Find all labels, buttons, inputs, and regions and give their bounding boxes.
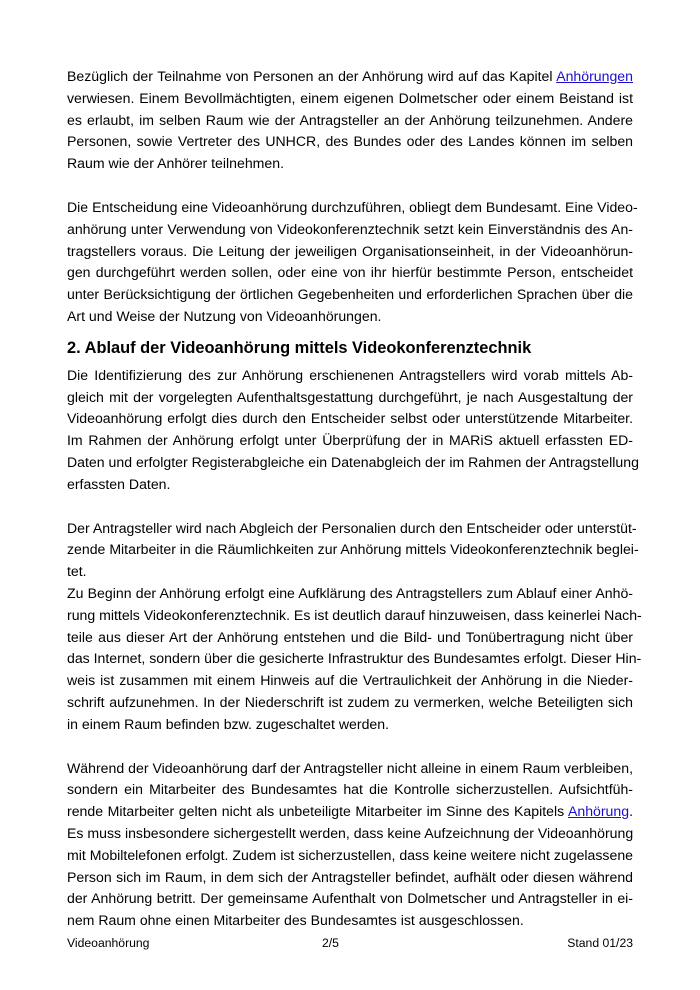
paragraph-gap — [67, 736, 633, 758]
text-line: gleich mit der vorgelegten Aufenthaltsgestattung durchgeführt, je nach Ausgestaltung der — [67, 388, 633, 405]
text-line: rung mittels Videokonferenztechnik. Es ist deutlich darauf hinzuweisen, dass keinerlei Nach- — [67, 606, 642, 623]
document-page — [67, 66, 642, 932]
text-line: das Internet, sondern über die gesicherte Infrastruktur des Bundesamtes erfolgt. Dieser Hin- — [67, 650, 642, 667]
text-line: Es muss insbesondere sichergestellt werden, dass keine Aufzeichnung der Videoanhörung — [67, 824, 634, 841]
text-line: in einem Raum befinden bzw. zugeschaltet werden. — [67, 715, 389, 732]
text-line: Die Entscheidung eine Videoanhörung durchzuführen, obliegt dem Bundesamt. Eine Video- — [67, 198, 638, 215]
text-line: rende Mitarbeiter gelten nicht als unbeteiligte Mitarbeiter im Sinne des Kapitels Anhörung. — [67, 803, 633, 820]
footer-version: Stand 01/23 — [567, 936, 633, 950]
paragraph-gap — [67, 496, 633, 518]
paragraph-escort-briefing — [67, 518, 642, 736]
text-line: schrift aufzunehmen. In der Niederschrift ist zudem zu vermerken, welche Beteiligten sich — [67, 693, 633, 710]
text-line: unter Berücksichtigung der örtlichen Gegebenheiten und erforderlichen Sprachen über die — [67, 286, 633, 303]
text-line: der Anhörung betritt. Der gemeinsame Aufenthalt von Dolmetscher und Antragsteller in ei- — [67, 890, 633, 907]
text-line: Videoanhörung erfolgt dies durch den Entscheider selbst oder unterstützende Mitarbeiter. — [67, 410, 633, 427]
text-line: Daten und erfolgter Registerabgleiche ein Datenabgleich der im Rahmen der Antragstellung — [67, 453, 639, 470]
page-footer — [67, 934, 633, 952]
paragraph-gap — [67, 175, 633, 197]
text-line: nem Raum ohne einen Mitarbeiter des Bundesamtes ist ausgeschlossen. — [67, 912, 524, 929]
text-line: tet. — [67, 563, 87, 580]
text-line: Zu Beginn der Anhörung erfolgt eine Aufklärung des Antragstellers zum Ablauf einer Anhö- — [67, 584, 633, 601]
text-line: Der Antragsteller wird nach Abgleich der Personalien durch den Entscheider oder unterstüt- — [67, 519, 637, 536]
text-line: Personen, sowie Vertreter des UNHCR, des Bundes oder des Landes können im selben — [67, 133, 633, 150]
text-line: Person sich im Raum, in dem sich der Antragsteller befindet, aufhält oder diesen während — [67, 868, 633, 885]
text-line: erfassten Daten. — [67, 475, 171, 492]
text-line: Im Rahmen der Anhörung erfolgt unter Überprüfung der in MARiS aktuell erfassten ED- — [67, 432, 633, 449]
link-anhoerung[interactable]: Anhörung — [567, 803, 630, 820]
paragraph-identification — [67, 365, 639, 496]
link-anhoerungen[interactable]: Anhörungen — [556, 68, 633, 84]
text-line: gen durchgeführt werden sollen, oder eine von ihr hierfür bestimmte Person, entscheidet — [67, 264, 633, 281]
text-line: Bezüglich der Teilnahme von Personen an der Anhörung wird auf das Kapitel Anhörungen — [67, 68, 633, 84]
text-line: mit Mobiltelefonen erfolgt. Zudem ist sicherzustellen, dass keine weitere nicht zugelassene — [67, 846, 633, 863]
text-line: zende Mitarbeiter in die Räumlichkeiten zur Anhörung mittels Videokonferenztechnik beglei- — [67, 541, 639, 558]
text-line: verwiesen. Einem Bevollmächtigten, einem eigenen Dolmetscher oder einem Beistand ist — [67, 89, 633, 106]
text-line: Art und Weise der Nutzung von Videoanhörungen. — [67, 307, 382, 324]
section-heading: 2. Ablauf der Videoanhörung mittels Videokonferenztechnik — [67, 338, 532, 357]
text-line: Raum wie der Anhörer teilnehmen. — [67, 155, 285, 172]
text-line: Die Identifizierung des zur Anhörung erschienenen Antragstellers wird vorab mittels Ab- — [67, 366, 633, 383]
text-line: es erlaubt, im selben Raum wie der Antragsteller an der Anhörung teilzunehmen. Andere — [67, 111, 633, 128]
paragraph-participation — [67, 66, 633, 175]
footer-document-title: Videoanhörung — [67, 936, 150, 950]
paragraph-decision — [67, 197, 638, 328]
text-line: tragstellers voraus. Die Leitung der jeweiligen Organisationseinheit, in der Videoanhörun- — [67, 242, 633, 259]
text-line: Während der Videoanhörung darf der Antragsteller nicht alleine in einem Raum verbleiben, — [67, 759, 633, 776]
text-line: anhörung unter Verwendung von Videokonferenztechnik setzt kein Einverständnis des An- — [67, 220, 633, 237]
paragraph-supervision — [67, 758, 633, 932]
footer-page-number: 2/5 — [322, 936, 339, 950]
text-line: sondern ein Mitarbeiter des Bundesamtes hat die Kontrolle sicherzustellen. Aufsichtfüh- — [67, 781, 633, 798]
text-line: teile aus dieser Art der Anhörung entstehen und die Bild- und Tonübertragung nicht über — [67, 628, 633, 645]
text-line: weis ist zusammen mit einem Hinweis auf die Vertraulichkeit der Anhörung in die Nieder- — [67, 672, 633, 689]
